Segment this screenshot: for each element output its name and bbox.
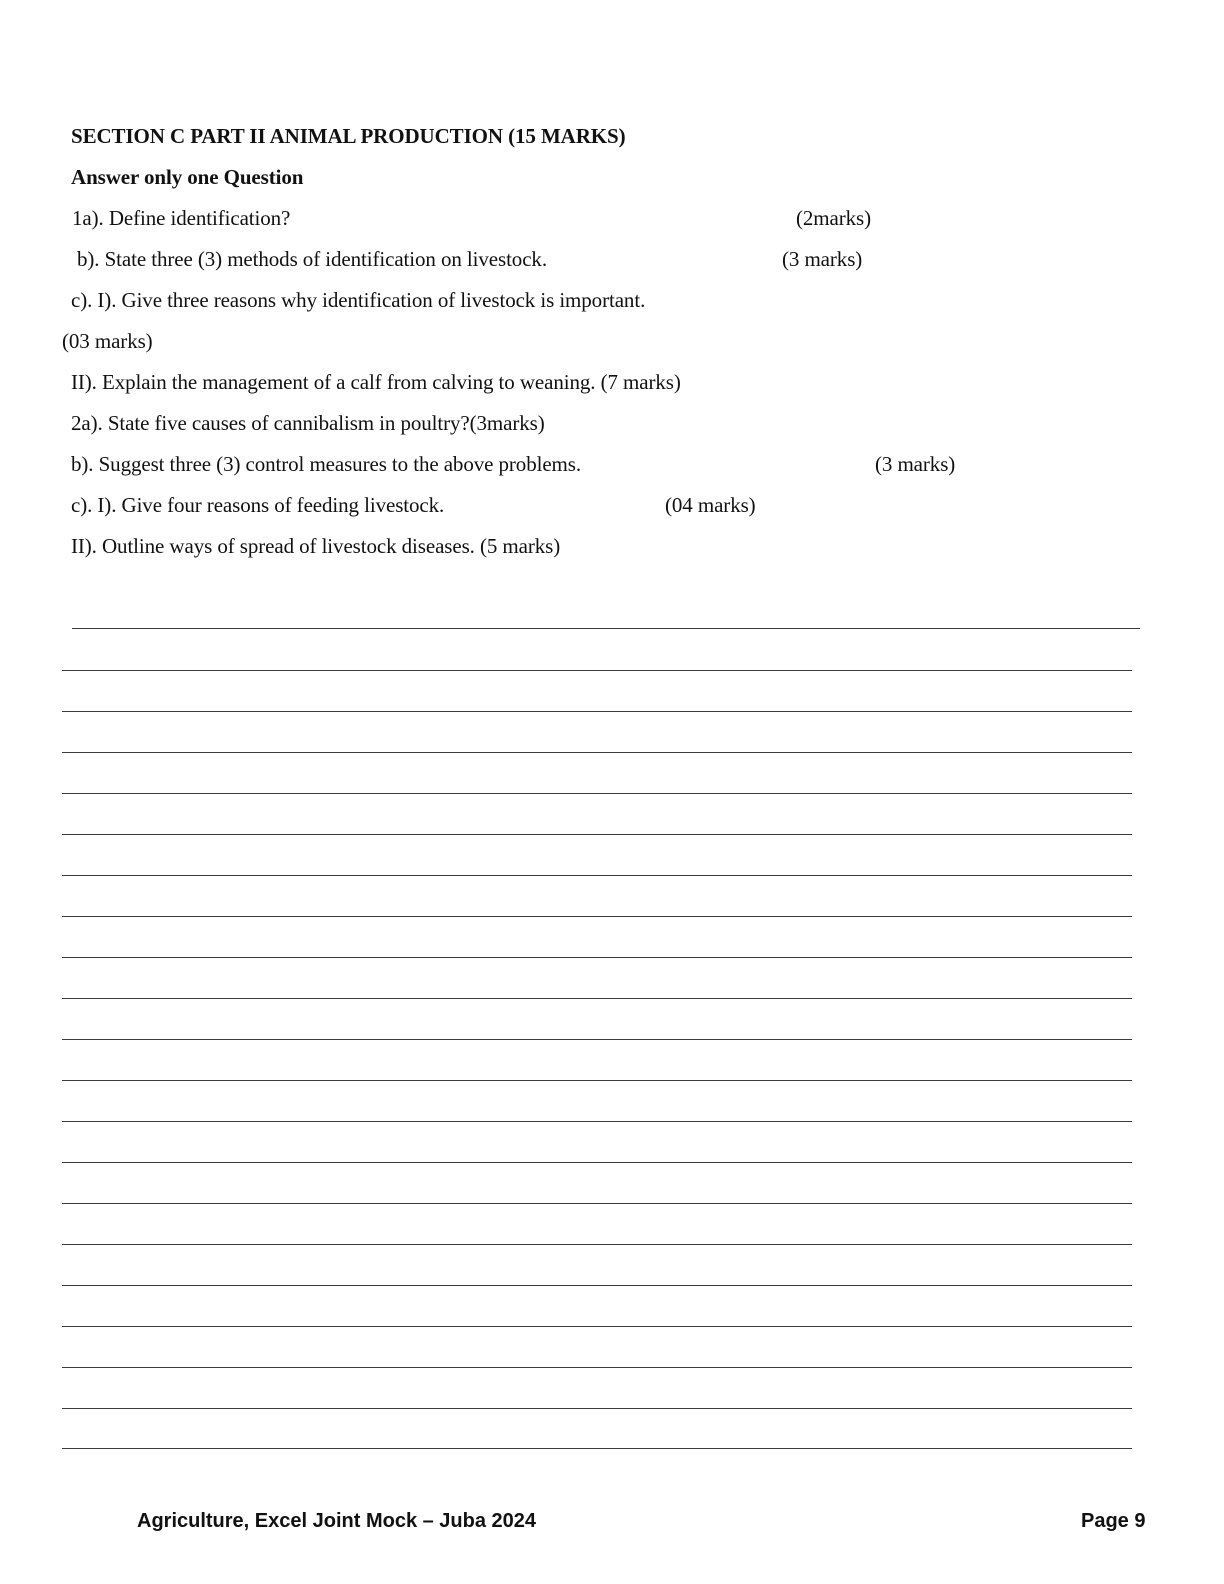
answer-line — [62, 711, 1132, 712]
question-1a-text: 1a). Define identification? — [72, 206, 291, 230]
answer-line — [62, 1203, 1132, 1204]
question-1c-i-marks: (03 marks) — [62, 329, 153, 353]
answer-line — [62, 793, 1132, 794]
answer-line — [62, 1039, 1132, 1040]
answer-line — [62, 1408, 1132, 1409]
answer-line — [62, 1448, 1132, 1449]
question-1c-ii-text: II). Explain the management of a calf from calving to weaning. (7 marks) — [71, 370, 681, 394]
answer-line — [62, 1326, 1132, 1327]
question-1b-text: b). State three (3) methods of identification on livestock. — [77, 247, 547, 271]
answer-line — [62, 1285, 1132, 1286]
answer-line — [62, 1244, 1132, 1245]
page-number: Page 9 — [1081, 1510, 1146, 1532]
answer-line — [72, 628, 1140, 629]
question-1a-marks: (2marks) — [796, 206, 872, 230]
question-2c-ii-text: II). Outline ways of spread of livestock diseases. (5 marks) — [71, 534, 561, 558]
question-1b-marks: (3 marks) — [782, 247, 863, 271]
answer-line — [62, 916, 1132, 917]
section-heading: SECTION C PART II ANIMAL PRODUCTION (15 MARKS) — [71, 124, 626, 148]
answer-line — [62, 752, 1132, 753]
answer-line — [62, 1162, 1132, 1163]
answer-line — [62, 1367, 1132, 1368]
answer-line — [62, 670, 1132, 671]
question-2b-marks: (3 marks) — [875, 452, 956, 476]
section-instruction: Answer only one Question — [71, 165, 304, 189]
answer-line — [62, 998, 1132, 999]
answer-line — [62, 875, 1132, 876]
question-2c-i-marks: (04 marks) — [665, 493, 756, 517]
question-2b-text: b). Suggest three (3) control measures to the above problems. — [71, 452, 582, 476]
question-2c-i-text: c). I). Give four reasons of feeding livestock. — [71, 493, 445, 517]
question-1c-i-text: c). I). Give three reasons why identification of livestock is important. — [71, 288, 646, 312]
answer-line — [62, 1080, 1132, 1081]
answer-line — [62, 834, 1132, 835]
footer-title: Agriculture, Excel Joint Mock – Juba 2024 — [137, 1510, 537, 1532]
question-2a-text: 2a). State five causes of cannibalism in poultry?(3marks) — [71, 411, 545, 435]
answer-line — [62, 957, 1132, 958]
answer-line — [62, 1121, 1132, 1122]
